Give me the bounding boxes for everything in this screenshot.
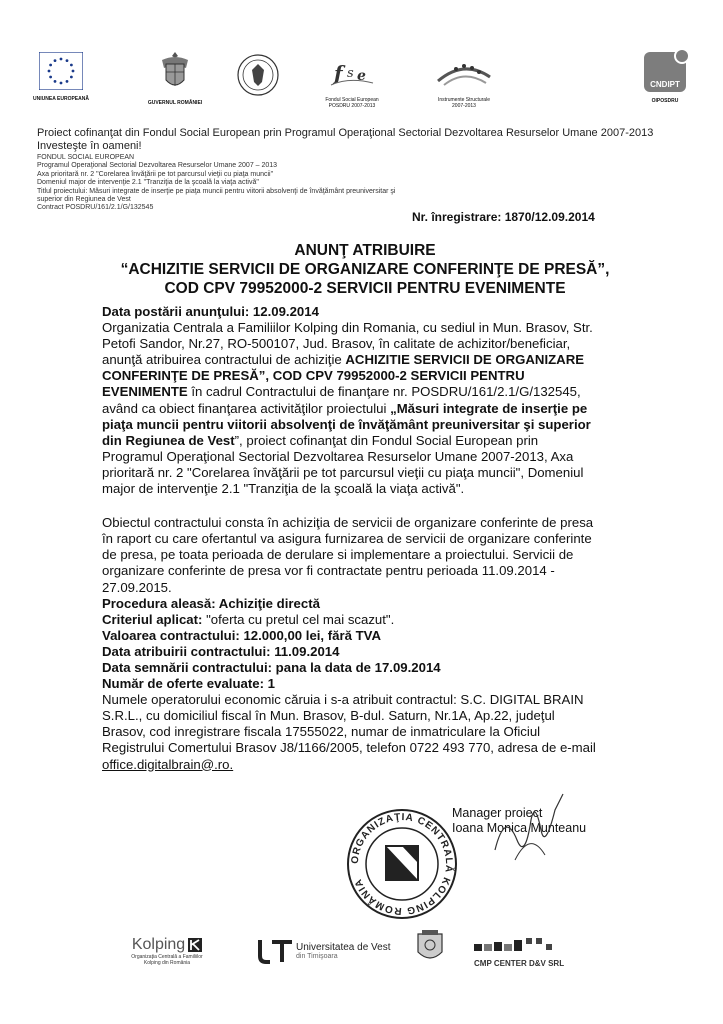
eu-star-icon — [49, 76, 52, 79]
cndipt-caption: OIPOSDRU — [651, 98, 679, 104]
cndipt-dot-icon — [674, 48, 690, 64]
government-caption: GUVERNUL ROMÂNIEI — [147, 100, 203, 106]
svg-text:f: f — [334, 61, 343, 85]
body-paragraph-2-line: organizare conferinte de presa vor fi contractate pentru perioada 11.09.2014 - — [102, 563, 555, 579]
offers-count: Număr de oferte evaluate: 1 — [102, 676, 275, 692]
kolping-caption-2: Kolping din România — [143, 960, 191, 966]
cndipt-logo — [638, 52, 692, 104]
uvt-sub: din Timişoara — [296, 953, 338, 960]
structural-instruments-logo — [418, 55, 510, 109]
eu-star-icon — [49, 64, 52, 67]
uvt-name: Universitatea de Vest — [296, 942, 391, 953]
cmp-logo — [474, 938, 590, 968]
project-info-line: Programul Operaţional Sectorial Dezvoltarea Resurselor Umane 2007 – 2013 — [37, 162, 278, 170]
cndipt-badge-text: CNDIPT — [650, 80, 680, 89]
government-logo — [140, 50, 210, 106]
body-paragraph-1-line: având ca obiect finanţarea activităţilor proiectului „Măsuri integrate de inserţie pe — [102, 400, 588, 416]
fse-subcaption: POSDRU 2007-2013 — [328, 103, 376, 109]
project-info-line: superior din Regiunea de Vest — [37, 196, 131, 204]
structural-instruments-caption: Instrumente Structurale — [438, 97, 490, 103]
invest-line: Investeşte în oameni! — [37, 140, 142, 152]
procedure: Procedura aleasă: Achiziţie directă — [102, 595, 320, 611]
eu-caption: UNIUNEA EUROPEANĂ — [33, 96, 89, 102]
svg-text:e: e — [357, 68, 366, 84]
body-paragraph-2-line: de presa, pe toata perioada de derulare si implementare a proiectului. Servicii de — [102, 547, 574, 563]
ministry-seal-icon — [236, 53, 280, 97]
body-paragraph-1-line: EVENIMENTE în cadrul Contractului de finanţare nr. POSDRU/161/2.1/G/132545, — [102, 384, 581, 400]
project-info-line: Domeniul major de intervenţie 2.1 "Tranziţia de la şcoală la viaţa activă" — [37, 179, 259, 187]
body-paragraph-3-line: Brasov, cod inregistrare fiscala 17555022, numar de inmatriculare la Oficiul — [102, 724, 541, 740]
uvt-logo — [258, 938, 398, 964]
stamp-text: ORGANIZAŢIA CENTRALĂ KOLPING ROMÂNIA — [349, 811, 455, 917]
project-info-line: FONDUL SOCIAL EUROPEAN — [37, 154, 135, 161]
eu-star-icon — [66, 80, 69, 83]
contract-value: Valoarea contractului: 12.000,00 lei, fără TVA — [102, 627, 382, 643]
project-info-line: Contract POSDRU/161/2.1/G/132545 — [37, 204, 154, 212]
body-paragraph-1-line: piaţa muncii pentru viitorii absolvenţi de învăţământ preuniversitar şi superior — [102, 416, 591, 432]
cmp-blocks-icon — [474, 938, 564, 952]
cndipt-badge — [644, 52, 686, 92]
structural-instruments-subcaption: 2007-2013 — [452, 103, 476, 109]
eu-star-icon — [48, 70, 51, 73]
project-info-block — [37, 154, 477, 213]
award-date: Data atribuirii contractului: 11.09.2014 — [102, 643, 340, 659]
eu-star-icon — [54, 59, 57, 62]
body-paragraph-1-line: CONFERINŢE DE PRESĂ”, COD CPV 79952000-2 SERVICII PENTRU — [102, 368, 525, 384]
fse-mark-icon — [329, 55, 375, 91]
eu-star-icon — [72, 70, 75, 73]
project-info-line: Axa prioritară nr. 2 "Corelarea învăţării pe tot parcursul vieţii cu piaţa muncii" — [37, 170, 274, 178]
body-paragraph-1-line: prioritară nr. 2 "Corelarea învăţării pe tot parcursul vieţii cu piaţa muncii", Domeniul — [102, 464, 584, 480]
title-line-3: COD CPV 79952000-2 SERVICII PENTRU EVENIMENTE — [164, 280, 566, 297]
uvt-mark-icon — [258, 938, 292, 964]
body-paragraph-3-line: Registrului Comertului Brasov J8/1166/2005, telefon 0722 493 770, adresa de e-mail — [102, 740, 596, 756]
ministry-seal-logo — [234, 53, 282, 97]
posting-date: Data postării anunţului: 12.09.2014 — [102, 304, 319, 319]
signatory-name: Ioana Monica Munteanu — [452, 821, 587, 835]
project-info-line: Titlul proiectului: Măsuri integrate de inserţie pe piaţa muncii pentru viitorii absolvenţi de învăţământ preuniversitar şi — [37, 187, 396, 195]
body-paragraph-2-line: 27.09.2015. — [102, 579, 172, 595]
body-paragraph-1-line: anunţă atribuirea contractului de achiziţie ACHIZITIE SERVICII DE ORGANIZARE — [102, 352, 585, 368]
body-paragraph-2-line: în raport cu care ofertantul va asigura furnizarea de servicii de organizare conferinte — [102, 531, 592, 547]
eu-star-icon — [70, 64, 73, 67]
kolping-caption-1: Organizaţia Centrală a Familiilor — [131, 954, 203, 960]
contractor-email[interactable]: office.digitalbrain@.ro. — [102, 756, 234, 772]
fse-caption: Fondul Social European — [325, 97, 379, 103]
kolping-logo — [112, 936, 222, 966]
eu-star-icon — [60, 58, 63, 61]
title-line-2: “ACHIZITIE SERVICII DE ORGANIZARE CONFERINŢE DE PRESĂ”, — [120, 261, 610, 278]
sign-date: Data semnării contractului: pana la data de 17.09.2014 — [102, 659, 441, 675]
cmp-name: CMP CENTER D&V SRL — [474, 959, 565, 968]
eu-logo — [32, 52, 90, 102]
organization-stamp-icon — [346, 808, 458, 920]
announcement-title — [40, 241, 690, 298]
fse-logo — [312, 55, 392, 109]
criterion: Criteriul aplicat: "oferta cu pretul cel mai scazut". — [102, 611, 395, 627]
kolping-name: Kolping — [131, 936, 186, 953]
eu-star-icon — [70, 76, 73, 79]
body-paragraph-3-line: S.R.L., cu domiciliul fiscal în Mun. Brasov, B-dul. Saturn, Nr.1A, Ap.22, judeţul — [102, 708, 555, 724]
eu-flag-icon — [39, 52, 83, 90]
cofinance-line: Proiect cofinanţat din Fondul Social European prin Programul Operaţional Sectorial Dezvoltarea Resurselor Umane 2007-2013 — [37, 127, 654, 139]
romania-coat-of-arms-icon — [158, 50, 192, 94]
handwritten-signature-icon — [485, 790, 575, 870]
body-paragraph-1-line: Petofi Sandor, Nr.27, RO-500107, Jud. Brasov, în calitate de achizitor/beneficiar, — [102, 336, 571, 352]
eu-star-icon — [60, 82, 63, 85]
announcement-body — [102, 304, 680, 773]
body-paragraph-3-line: Numele operatorului economic căruia i s-a atribuit contractul: S.C. DIGITAL BRAIN — [102, 692, 584, 708]
eu-star-icon — [66, 59, 69, 62]
body-paragraph-1-line: Organizatia Centrala a Familiilor Kolping din Romania, cu sediul in Mun. Brasov, Str. — [102, 320, 593, 336]
body-paragraph-2-line: Obiectul contractului consta în achiziţia de servicii de organizare conferinte de presa — [102, 515, 594, 531]
registration-number: Nr. înregistrare: 1870/12.09.2014 — [412, 210, 595, 224]
body-paragraph-1-line: major de intervenţie 2.1 "Tranziţia de la şcoală la viaţa activă". — [102, 481, 465, 497]
county-crest-icon — [416, 930, 444, 966]
title-line-1: ANUNŢ ATRIBUIRE — [294, 242, 436, 259]
structural-instruments-icon — [434, 55, 494, 91]
body-paragraph-1-line: Programul Operaţional Sectorial Dezvoltarea Resurselor Umane 2007-2013, Axa — [102, 448, 574, 464]
body-paragraph-1-line: din Regiunea de Vest”, proiect cofinanţat din Fondul Social European prin — [102, 432, 539, 448]
eu-star-icon — [54, 80, 57, 83]
signatory-role: Manager proiect — [452, 806, 543, 820]
svg-text:s: s — [347, 66, 354, 81]
kolping-k-icon — [188, 938, 202, 952]
